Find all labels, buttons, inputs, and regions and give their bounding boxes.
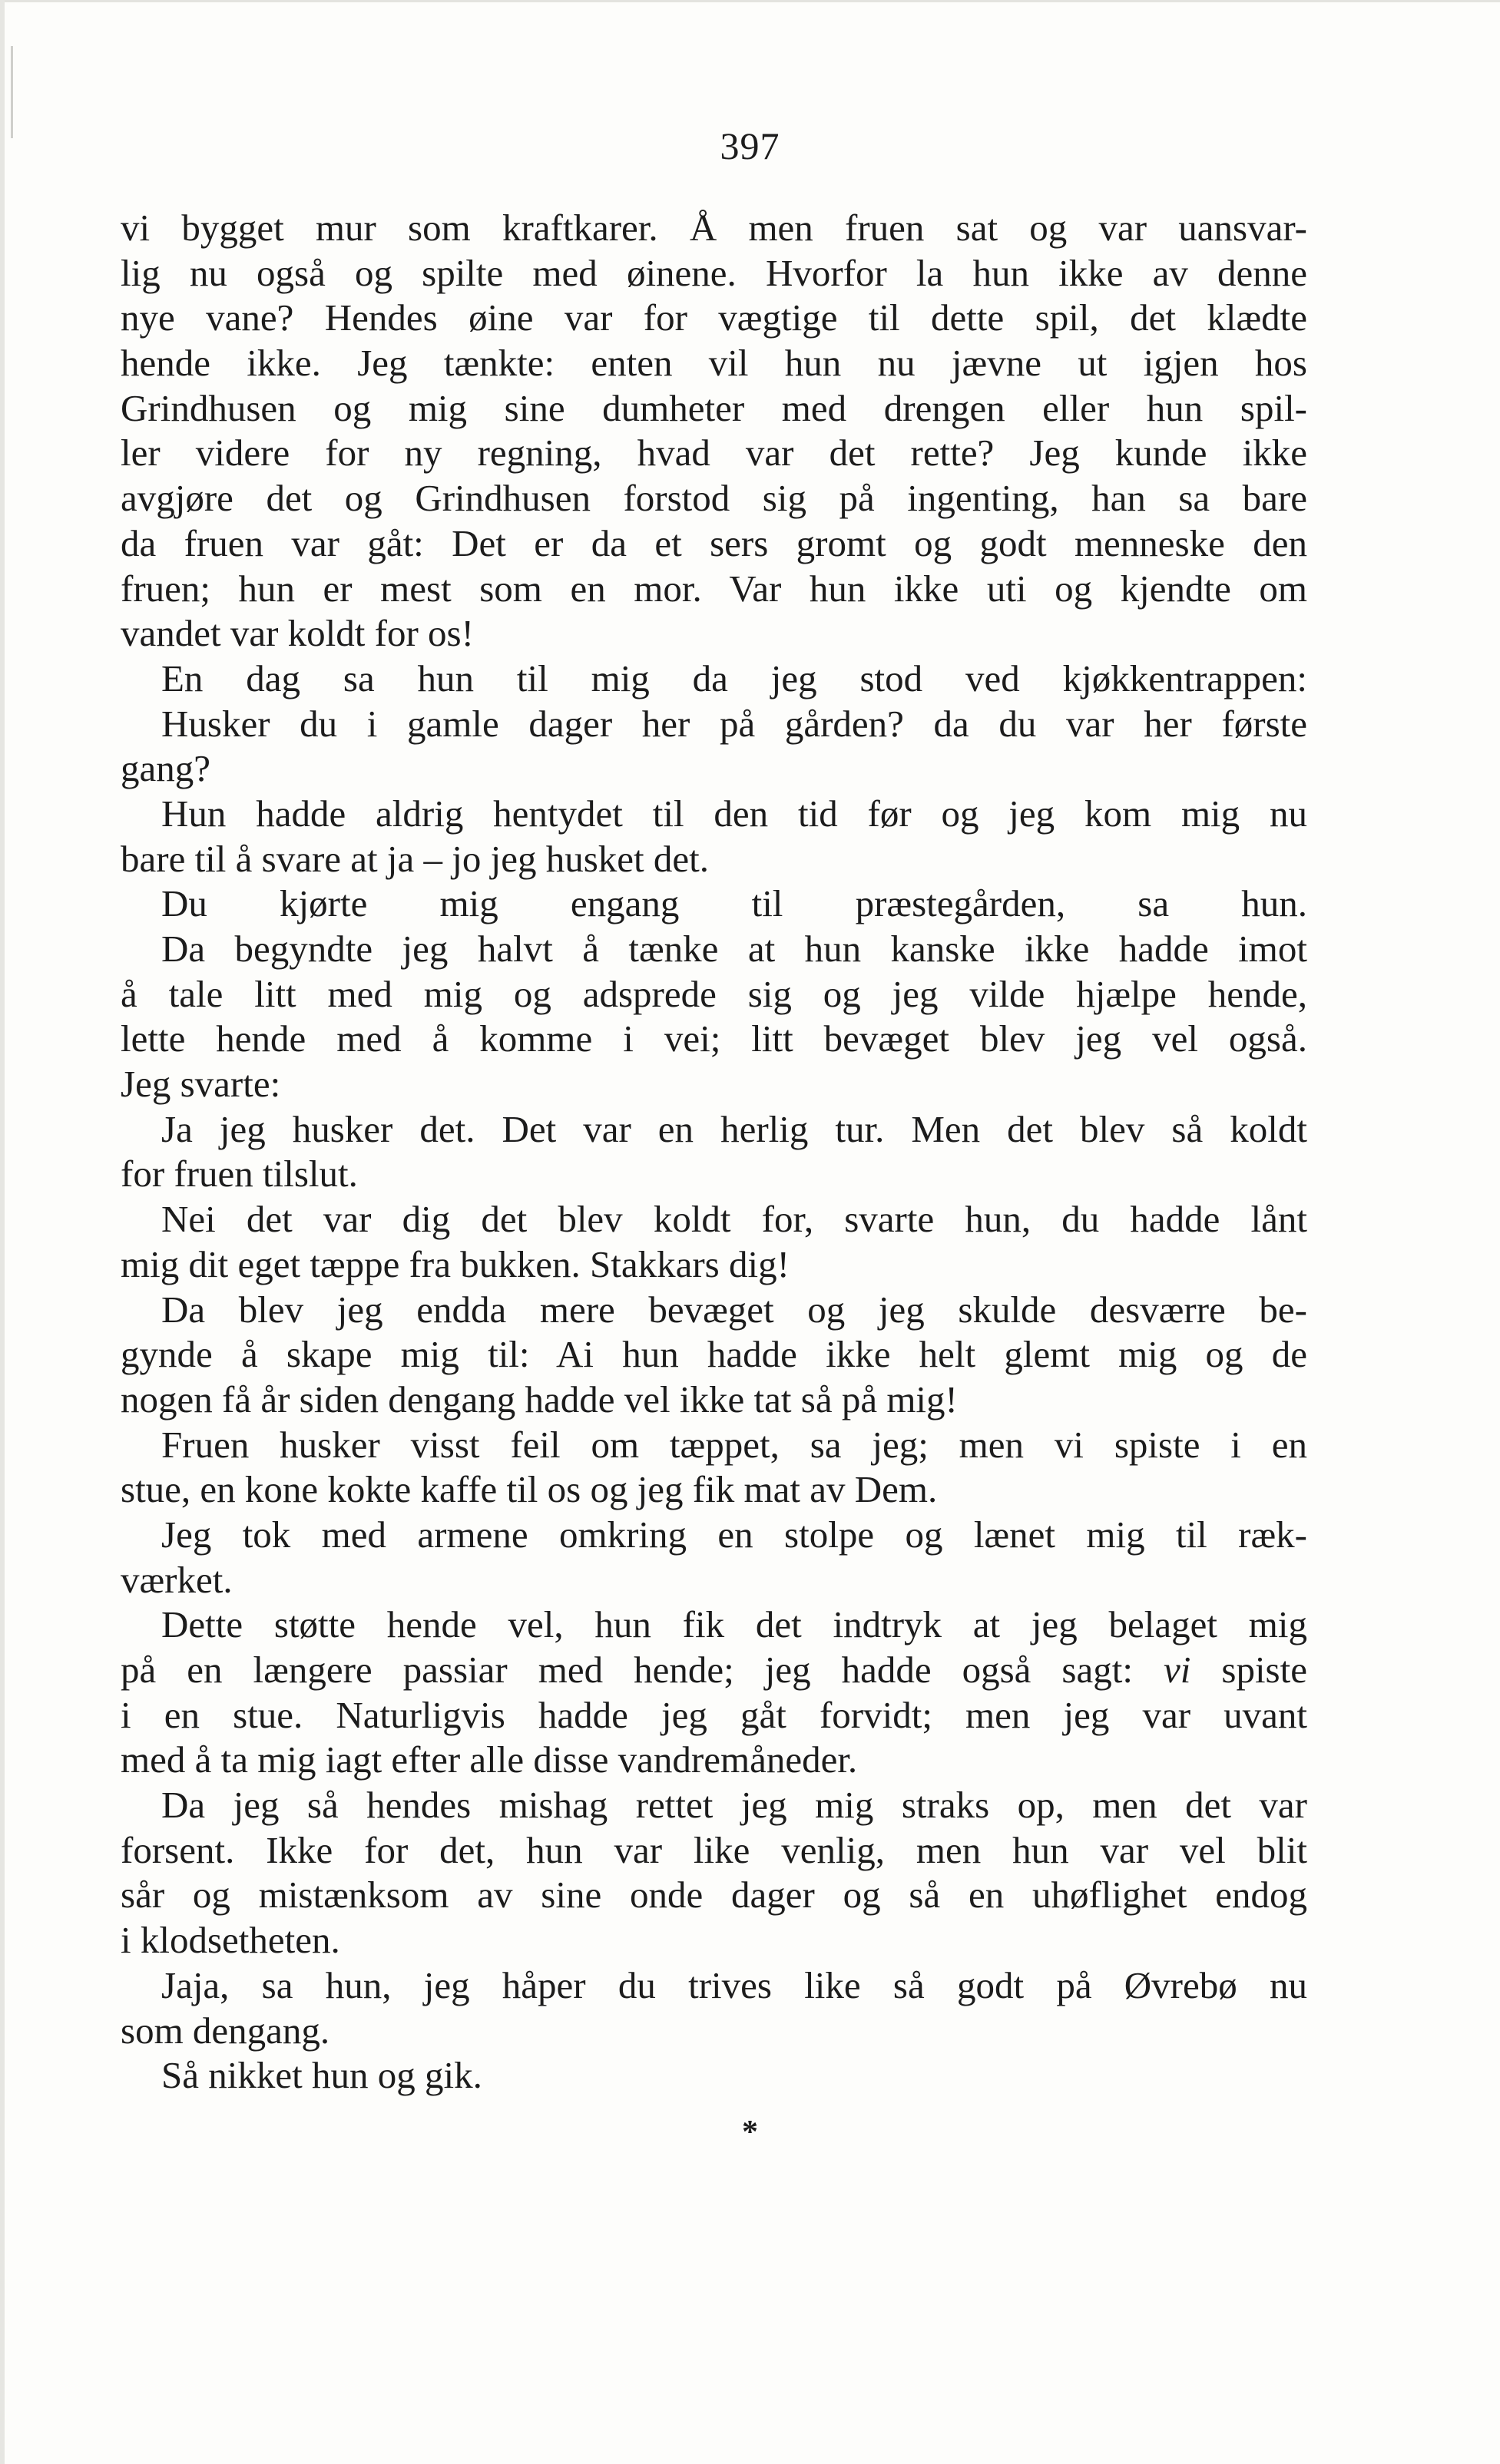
text-line: nogen få år siden dengang hadde vel ikke tat så på mig!: [121, 1378, 958, 1421]
text-line: ler videre for ny regning, hvad var det rette? Jeg kunde ikke: [121, 432, 1307, 475]
text-line: lette hende med å komme i vei; litt bevæget blev jeg vel også.: [121, 1017, 1307, 1060]
text-line: bare til å svare at ja – jo jeg husket det.: [121, 837, 710, 880]
text-segment: på en længere passiar med hende; jeg hadde også sagt:: [121, 1649, 1164, 1691]
text-line: nye vane? Hendes øine var for vægtige til dette spil, det klædte: [121, 296, 1307, 339]
page-binding-edge: [0, 0, 5, 2464]
text-line: fruen; hun er mest som en mor. Var hun ikke uti og kjendte om: [121, 567, 1307, 610]
text-line: stue, en kone kokte kaffe til os og jeg fik mat av Dem.: [121, 1468, 938, 1511]
page-top-edge: [0, 0, 1500, 2]
text-line: En dag sa hun til mig da jeg stod ved kjøkkentrappen:: [161, 657, 1307, 700]
text-line: for fruen tilslut.: [121, 1153, 358, 1196]
text-line: vandet var koldt for os!: [121, 612, 474, 655]
text-line: Fruen husker visst feil om tæppet, sa jeg; men vi spiste i en: [161, 1423, 1307, 1466]
text-line: Da begyndte jeg halvt å tænke at hun kanske ikke hadde imot: [161, 928, 1307, 970]
page-number: 397: [720, 124, 780, 167]
text-line: da fruen var gåt: Det er da et sers gromt og godt menneske den: [121, 521, 1307, 564]
section-break-asterisk: *: [742, 2115, 758, 2150]
text-line: vi bygget mur som kraftkarer. Å men fruen sat og var uansvar-: [121, 207, 1307, 249]
text-line: værket.: [121, 1558, 233, 1601]
text-line: Jaja, sa hun, jeg håper du trives like så godt på Øvrebø nu: [161, 1963, 1307, 2006]
text-line: forsent. Ikke for det, hun var like venlig, men hun var vel blit: [121, 1828, 1307, 1871]
text-line: i en stue. Naturligvis hadde jeg gåt forvidt; men jeg var uvant: [121, 1693, 1307, 1736]
text-line: gynde å skape mig til: Ai hun hadde ikke helt glemt mig og de: [121, 1333, 1307, 1376]
text-line: Husker du i gamle dager her på gården? da du var her første: [161, 702, 1307, 745]
text-line: sår og mistænksom av sine onde dager og så en uhøflighet endog: [121, 1874, 1307, 1917]
text-line: gang?: [121, 747, 210, 790]
text-line: Jeg svarte:: [121, 1063, 281, 1106]
text-segment: spiste: [1190, 1649, 1307, 1691]
text-line: Nei det var dig det blev koldt for, svarte hun, du hadde lånt: [161, 1198, 1307, 1241]
text-line: Ja jeg husker det. Det var en herlig tur. Men det blev så koldt: [161, 1107, 1307, 1150]
text-line: Da blev jeg endda mere bevæget og jeg skulde desværre be-: [161, 1288, 1307, 1331]
text-line: Hun hadde aldrig hentydet til den tid før og jeg kom mig nu: [161, 792, 1307, 835]
text-line: Dette støtte hende vel, hun fik det indtryk at jeg belaget mig: [161, 1603, 1307, 1646]
text-line: [121, 1648, 1307, 1693]
text-line: mig dit eget tæppe fra bukken. Stakkars dig!: [121, 1242, 790, 1285]
text-line: å tale litt med mig og adsprede sig og jeg vilde hjælpe hende,: [121, 972, 1307, 1015]
text-line: som dengang.: [121, 2009, 330, 2052]
body-text: [121, 206, 1307, 2099]
text-line: Jeg tok med armene omkring en stolpe og lænet mig til ræk-: [161, 1513, 1307, 1556]
text-line: Da jeg så hendes mishag rettet jeg mig straks op, men det var: [161, 1784, 1307, 1827]
text-line: avgjøre det og Grindhusen forstod sig på ingenting, han sa bare: [121, 477, 1307, 520]
text-line: i klodsetheten.: [121, 1919, 340, 1962]
emphasis-text: vi: [1163, 1649, 1191, 1691]
text-line: med å ta mig iagt efter alle disse vandremåneder.: [121, 1738, 858, 1781]
text-line: Så nikket hun og gik.: [161, 2054, 482, 2097]
text-line: hende ikke. Jeg tænkte: enten vil hun nu jævne ut igjen hos: [121, 342, 1307, 385]
text-line: Grindhusen og mig sine dumheter med drengen eller hun spil-: [121, 386, 1307, 429]
text-line: Du kjørte mig engang til præstegården, sa hun.: [161, 882, 1307, 925]
text-line: lig nu også og spilte med øinene. Hvorfor la hun ikke av denne: [121, 251, 1307, 294]
